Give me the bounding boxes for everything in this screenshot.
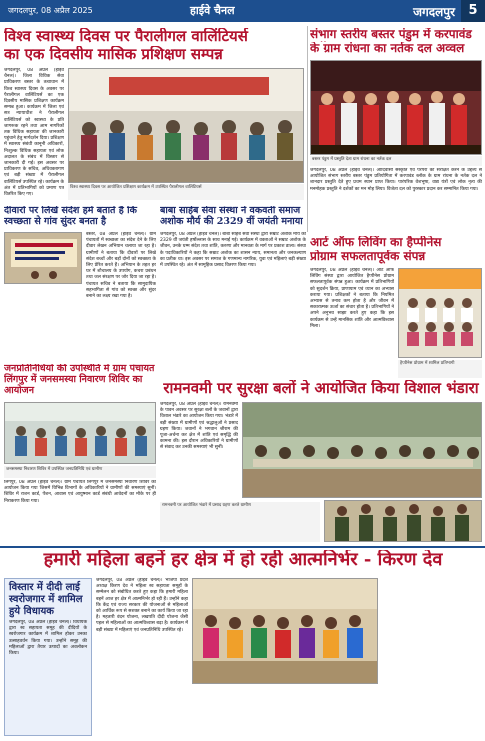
story5-photo	[4, 402, 156, 464]
story6-photo	[398, 268, 482, 358]
story5-caption: जनसमस्या निवारण शिविर में उपस्थित जनप्रतिनिधि एवं ग्रामीण	[4, 466, 156, 478]
story3-headline: दीवारों पर लिखे संदेश हमें बताते हैं कि स्वच्छता से गांव सुंदर बनता है	[4, 206, 137, 227]
women-meeting-photo	[193, 579, 378, 684]
dance-troupe-photo	[311, 61, 482, 155]
story8-body-right	[382, 578, 482, 736]
page-number: 5	[461, 0, 485, 22]
story5-body: लिंगपुर, 08 अप्रैल (हाईवे चैनल)। ग्राम पंचायत लिंगपुर में जनसमस्या निवारण शिविर का आयोजन किया गया जिसमें विभिन्न विभागों के अधिकारियों ने ग्रामीणों की समस्याएं सुनीं। शिविर में राशन कार्ड, पेंशन, आवास एवं आयुष्मान कार्ड संबंधी आवेदनों का मौके पर ही निराकरण किया गया।	[4, 480, 156, 504]
story7-caption1: रामनवमी पर आयोजित भंडारे में प्रसाद ग्रहण करते ग्रामीण	[160, 502, 320, 542]
story7-photo2	[324, 500, 482, 542]
story8-headline: हमारी महिला बहनें हर क्षेत्र में हो रही आत्मनिर्भर - किरण देव	[43, 550, 443, 570]
story2-headline-line1: संभाग स्तरीय बस्तर पंडुम में करपावंड	[310, 28, 472, 41]
side-box-body: जगदलपुर, 08 अप्रैल (हाईवे चैनल)। विधायक द्वारा स्व सहायता समूह की दीदियों के स्वरोजगार कार्यक्रम में शामिल होकर उनका उत्साहवर्धन किया गया। उन्होंने समूह की महिलाओं द्वारा तैयार उत्पादों का अवलोकन किया।	[9, 620, 87, 657]
training-hall-photo	[69, 69, 304, 183]
story6-caption: हैप्पीनेस प्रोग्राम में शामिल प्रतिभागी	[398, 360, 482, 378]
story6-headline-line2: प्रोग्राम सफलतापूर्वक संपन्न	[310, 250, 426, 263]
story6-headline-line1: आर्ट ऑफ लिविंग का हैप्पीनेस	[310, 236, 442, 249]
camp-photo	[5, 403, 156, 464]
happiness-program-photo	[399, 269, 482, 358]
story2-body: जगदलपुर, 08 अप्रैल (हाईवे चैनल)। आदिवासी संस्कृति एवं परंपरा को संरक्षित करने के उद्देश्य से आयोजित संभाग स्तरीय बस्तर पंडुम प्रतियोगिता में करपावंड ब्लॉक के ग्राम रांधना के नर्तक दल ने शानदार प्रस्तुति देते हुए प्रथम स्थान प्राप्त किया। पारंपरिक वेशभूषा, वाद्य यंत्रों एवं लोक नृत्य की मनमोहक प्रस्तुति ने दर्शकों का मन मोह लिया। विजेता दल को पुरस्कार प्रदान कर सम्मानित किया गया।	[310, 168, 482, 192]
story7-headline: रामनवमी पर सुरक्षा बलों ने आयोजित किया विशाल भंडारा	[163, 380, 479, 397]
story4-headline: बाबा साहेब सेवा संस्था ने वकवती समाज अशोक मौर्य की 2329 वीं जयंती मनाया	[160, 206, 303, 227]
bhandara-photo	[243, 403, 482, 498]
masthead	[0, 0, 485, 22]
story1-headline-line1: विश्व स्वास्थ्य दिवस पर पैरालीगल वालिंटियर्स	[4, 28, 248, 45]
story5-headline: जनप्रतिनिधियों की उपस्थिति में ग्राम पंचायत लिंगपुर में जनसमस्या निवारण शिविर का आयोजन	[4, 364, 155, 396]
story2-headline-line2: के ग्राम रांधना का नर्तक दल अव्वल	[310, 42, 465, 55]
story2-photo	[310, 60, 482, 155]
story3-body: बस्तर, 08 अप्रैल (हाईवे चैनल)। ग्राम पंचायतों में स्वच्छता का संदेश देने के लिए दीवार लेखन अभियान चलाया जा रहा है। ग्रामीणों ने बताया कि दीवारों पर लिखे संदेश बच्चों और बड़ों दोनों को स्वच्छता के लिए प्रेरित करते हैं। अभियान के तहत हर घर में शौचालय के उपयोग, कचरा प्रबंधन तथा जल संरक्षण पर जोर दिया जा रहा है। पंचायत सचिव ने बताया कि सामुदायिक सहभागिता से गांव को स्वच्छ और सुंदर बनाने का लक्ष्य रखा गया है।	[86, 232, 156, 300]
story4-body: जगदलपुर, 08 अप्रैल (हाईवे चैनल)। बाबा साहेब सेवा संस्था द्वारा सम्राट अशोक मौर्य की 2329 वीं जयंती हर्षोल्लास के साथ मनाई गई। कार्यक्रम में वक्ताओं ने सम्राट अशोक के जीवन, उनके धम्म संदेश तथा शांति, करुणा और मानवता के मार्ग पर प्रकाश डाला। संस्था के पदाधिकारियों ने कहा कि सम्राट अशोक का शासन न्याय, समानता और जनकल्याण का प्रतीक था। इस अवसर पर समाज के गणमान्य नागरिक, युवा एवं महिलाएं बड़ी संख्या में उपस्थित रहे। अंत में सामूहिक प्रसाद वितरण किया गया।	[160, 232, 306, 269]
edition-city: जगदलपुर	[413, 5, 455, 19]
story3-photo	[4, 232, 82, 284]
story1-caption: विश्व स्वास्थ्य दिवस पर आयोजित प्रशिक्षण कार्यक्रम में उपस्थित पैरालीगल वालिंटियर्स	[68, 184, 304, 200]
story1-headline-line2: का एक दिवसीय मासिक प्रशिक्षण सम्पन्न	[4, 46, 223, 63]
issue-date: जगदलपुर, 08 अप्रैल 2025	[8, 6, 93, 15]
paper-name: हाईवे चैनल	[190, 4, 235, 17]
story7-body: जगदलपुर, 08 अप्रैल (हाईवे चैनल)। रामनवमी के पावन अवसर पर सुरक्षा बलों के जवानों द्वारा विशाल भंडारे का आयोजन किया गया। भंडारे में बड़ी संख्या में ग्रामीणों एवं श्रद्धालुओं ने प्रसाद ग्रहण किया। जवानों ने भगवान श्रीराम की पूजा-अर्चना कर क्षेत्र में शांति एवं समृद्धि की कामना की। इस दौरान अधिकारियों ने ग्रामीणों से संवाद कर उनकी समस्याएं भी सुनीं।	[160, 402, 238, 451]
story7-photo	[242, 402, 482, 498]
story1-photo	[68, 68, 304, 183]
side-box-title: विस्तार में दीदी लाई स्वरोजगार में शामिल हुये विधायक	[9, 582, 83, 617]
story8-photo	[192, 578, 378, 684]
story1-body: जगदलपुर, 08 अप्रैल (हाईवे चैनल)। जिला विधिक सेवा प्राधिकरण बस्तर के तत्वाधान में विश्व स्वास्थ्य दिवस के अवसर पर पैरालीगल वालिंटियर्स का एक दिवसीय मासिक प्रशिक्षण कार्यक्रम सम्पन्न हुआ। कार्यक्रम में जिला एवं सत्र न्यायाधीश ने पैरालीगल वालिंटियर्स को स्वास्थ्य के प्रति जागरूक रहने तथा आम नागरिकों तक विधिक सहायता की जानकारी पहुंचाने हेतु मार्गदर्शन दिया। प्रशिक्षण में स्वास्थ्य संबंधी कानूनी अधिकारों, निःशुल्क विधिक सहायता एवं लोक अदालत के संबंध में विस्तार से जानकारी दी गई। इस अवसर पर प्राधिकरण के सचिव, अधिवक्तागण एवं बड़ी संख्या में पैरालीगल वालिंटियर्स उपस्थित रहे। कार्यक्रम के अंत में प्रतिभागियों को प्रमाण पत्र वितरित किए गए।	[4, 68, 64, 198]
wall-painting-photo	[5, 233, 82, 284]
side-box	[4, 578, 92, 736]
story8-body-continued	[192, 688, 378, 736]
story2-caption: बस्तर पंडुम में प्रस्तुति देता ग्राम रांधना का नर्तक दल	[310, 156, 482, 166]
story8-body: जगदलपुर, 08 अप्रैल (हाईवे चैनल)। भाजपा प्रदेश अध्यक्ष किरण देव ने महिला स्व सहायता समूहों के सम्मेलन को संबोधित करते हुए कहा कि हमारी महिला बहनें आज हर क्षेत्र में आत्मनिर्भर हो रही हैं। उन्होंने कहा कि केंद्र एवं राज्य सरकार की योजनाओं से महिलाओं को आर्थिक रूप से सशक्त बनाने का कार्य किया जा रहा है। महतारी वंदन योजना, लखपति दीदी योजना जैसी पहल से महिलाओं का आत्मविश्वास बढ़ा है। कार्यक्रम में बड़ी संख्या में महिलाएं एवं जनप्रतिनिधि उपस्थित रहे।	[96, 578, 188, 633]
story6-body: जगदलपुर, 08 अप्रैल (हाईवे चैनल)। आर्ट ऑफ लिविंग संस्था द्वारा आयोजित हैप्पीनेस प्रोग्राम सफलतापूर्वक संपन्न हुआ। कार्यक्रम में प्रतिभागियों को सुदर्शन क्रिया, प्राणायाम एवं ध्यान का अभ्यास कराया गया। प्रशिक्षकों ने बताया कि नियमित अभ्यास से तनाव कम होता है और जीवन में सकारात्मक ऊर्जा का संचार होता है। प्रतिभागियों ने अपने अनुभव साझा करते हुए कहा कि इस कार्यक्रम से उन्हें मानसिक शांति और आत्मविश्वास मिला।	[310, 268, 394, 329]
officials-photo	[325, 501, 482, 542]
